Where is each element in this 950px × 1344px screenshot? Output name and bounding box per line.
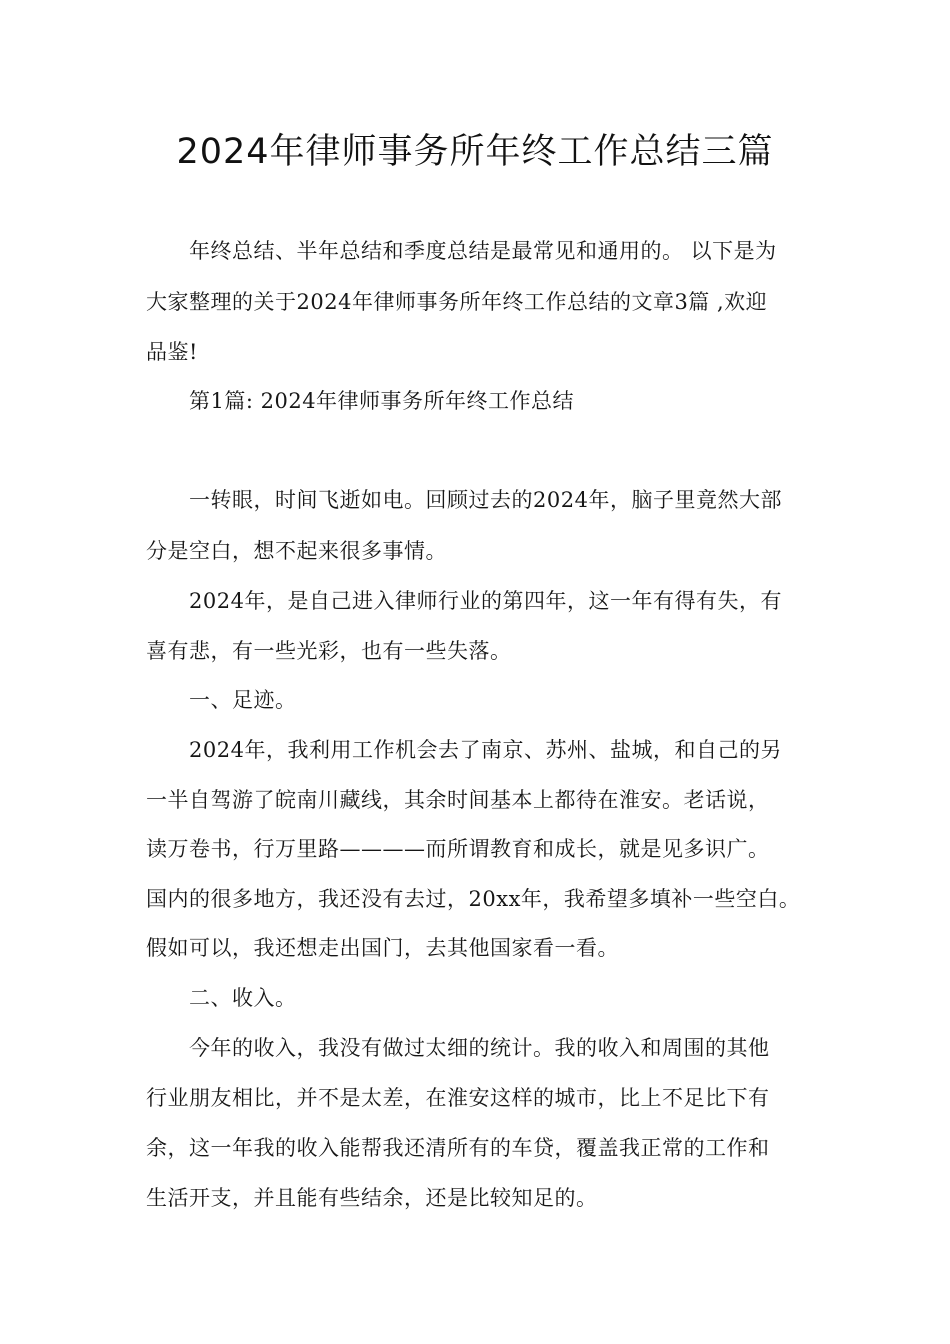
paragraph-line-3d: 国内的很多地方，我还没有去过，20xx年，我希望多填补一些空白。 (146, 887, 801, 911)
paragraph-line-1a: 一转眼，时间飞逝如电。回顾过去的2024年，脑子里竟然大部 (189, 488, 782, 512)
paragraph-line-2a: 2024年，是自己进入律师行业的第四年，这一年有得有失，有 (189, 589, 782, 613)
paragraph-line-intro-3: 品鉴! (146, 340, 198, 364)
document-title: 2024年律师事务所年终工作总结三篇 (176, 132, 774, 172)
paragraph-line-1b: 分是空白，想不起来很多事情。 (146, 539, 447, 563)
paragraph-line-4d: 生活开支，并且能有些结余，还是比较知足的。 (146, 1186, 598, 1210)
section-heading-part-1: 第1篇: 2024年律师事务所年终工作总结 (189, 389, 575, 413)
paragraph-line-3b: 一半自驾游了皖南川藏线，其余时间基本上都待在淮安。老话说， (146, 788, 770, 812)
paragraph-line-intro-2: 大家整理的关于2024年律师事务所年终工作总结的文章3篇 ,欢迎 (146, 290, 768, 314)
paragraph-line-intro-1: 年终总结、半年总结和季度总结是最常见和通用的。 以下是为 (189, 239, 777, 263)
paragraph-line-4c: 余，这一年我的收入能帮我还清所有的车贷，覆盖我正常的工作和 (146, 1136, 770, 1160)
paragraph-line-3a: 2024年，我利用工作机会去了南京、苏州、盐城，和自己的另 (189, 738, 782, 762)
paragraph-line-2b: 喜有悲，有一些光彩，也有一些失落。 (146, 639, 512, 663)
paragraph-line-3c: 读万卷书，行万里路————而所谓教育和成长，就是见多识广。 (146, 837, 770, 861)
subheading-income: 二、收入。 (189, 986, 297, 1010)
paragraph-line-4b: 行业朋友相比，并不是太差，在淮安这样的城市，比上不足比下有 (146, 1086, 770, 1110)
paragraph-line-4a: 今年的收入，我没有做过太细的统计。我的收入和周围的其他 (189, 1036, 770, 1060)
subheading-footprints: 一、足迹。 (189, 688, 297, 712)
paragraph-line-3e: 假如可以，我还想走出国门，去其他国家看一看。 (146, 936, 619, 960)
